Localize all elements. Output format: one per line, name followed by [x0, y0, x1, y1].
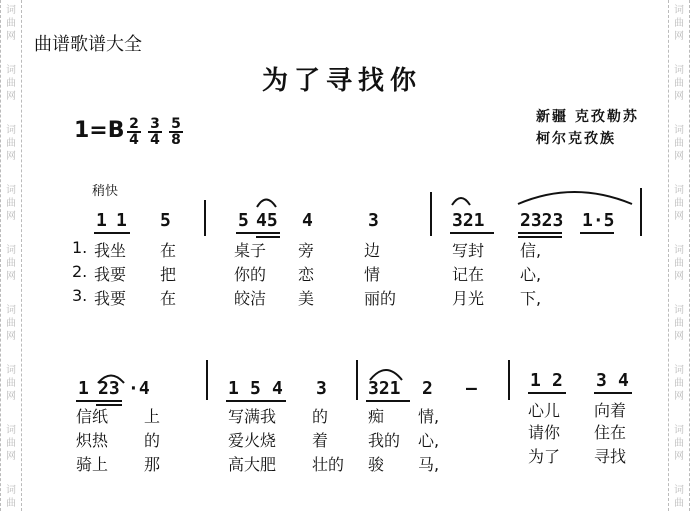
lyric: 马,	[418, 455, 440, 474]
key-signature: 1=B	[74, 118, 125, 143]
watermark-glyph: 词	[674, 245, 684, 256]
note: 2323	[520, 210, 564, 231]
lyric: 写封	[452, 241, 485, 260]
time-signature	[169, 117, 183, 147]
note: 1	[228, 378, 239, 399]
lyric: 心,	[418, 431, 440, 450]
lyric: 着	[312, 431, 329, 450]
note: 3	[316, 378, 327, 399]
time-signature-denominator: 4	[150, 132, 160, 148]
watermark-glyph: 词	[674, 365, 684, 376]
watermark-glyph: 曲	[674, 18, 684, 29]
lyric: 信,	[520, 241, 542, 260]
note: 321	[452, 210, 485, 231]
lyric: 请你	[528, 423, 561, 442]
barline	[206, 360, 208, 400]
time-signature-denominator: 8	[171, 132, 181, 148]
time-signature-numerator: 2	[127, 117, 141, 133]
lyric: 恋	[298, 265, 315, 284]
note: 2	[552, 370, 563, 391]
song-title: 为了寻找你	[262, 66, 423, 96]
watermark-glyph: 曲	[6, 318, 16, 329]
lyric: 情,	[418, 407, 440, 426]
watermark-glyph: 曲	[674, 318, 684, 329]
lyric: 旁	[298, 241, 315, 260]
barline	[430, 192, 432, 236]
watermark-glyph: 词	[674, 65, 684, 76]
watermark-glyph: 词	[6, 245, 16, 256]
verse-number: 1.	[72, 238, 88, 257]
watermark-glyph: 网	[6, 451, 16, 462]
note: 1·5	[582, 210, 615, 231]
lyric: 心儿	[528, 401, 561, 420]
lyric: 我要	[94, 265, 127, 284]
watermark-glyph: 网	[6, 91, 16, 102]
watermark-glyph: 曲	[6, 198, 16, 209]
watermark-glyph: 曲	[6, 18, 16, 29]
watermark-glyph: 网	[6, 271, 16, 282]
barline	[356, 360, 358, 400]
note-underline	[518, 232, 562, 234]
note: 1	[78, 378, 89, 399]
lyric: 心,	[520, 265, 542, 284]
watermark-glyph: 网	[674, 271, 684, 282]
note: 3	[596, 370, 607, 391]
note-underline	[580, 232, 614, 234]
site-label: 曲谱歌谱大全	[34, 34, 142, 55]
note-underline	[366, 400, 410, 402]
note: 5	[250, 378, 261, 399]
lyric: 的	[144, 431, 161, 450]
watermark-glyph: 曲	[6, 258, 16, 269]
lyric: 痴	[368, 407, 385, 426]
watermark-glyph: 词	[6, 5, 16, 16]
note: –	[466, 378, 477, 399]
note: 5	[238, 210, 249, 231]
time-signature-numerator: 3	[148, 117, 162, 133]
lyric: 月光	[452, 289, 485, 308]
lyric: 记在	[452, 265, 485, 284]
lyric: 皎洁	[234, 289, 267, 308]
watermark-glyph: 网	[674, 391, 684, 402]
lyric: 在	[160, 289, 177, 308]
watermark-glyph: 词	[6, 425, 16, 436]
lyric: 寻找	[594, 447, 627, 466]
watermark-glyph: 曲	[6, 498, 16, 509]
watermark-glyph: 曲	[674, 498, 684, 509]
credit-ethnicity: 柯尔克孜族	[536, 131, 616, 147]
lyric: 高大肥	[228, 455, 277, 474]
watermark-glyph: 词	[6, 65, 16, 76]
watermark-glyph: 曲	[674, 78, 684, 89]
note-underline	[594, 392, 632, 394]
note: 4	[618, 370, 629, 391]
note: 4	[272, 378, 283, 399]
watermark-glyph: 曲	[674, 198, 684, 209]
watermark-glyph: 词	[6, 305, 16, 316]
watermark-glyph: 网	[674, 451, 684, 462]
slur	[452, 198, 470, 205]
time-signature-numerator: 5	[169, 117, 183, 133]
lyric: 爱火烧	[228, 431, 277, 450]
watermark-glyph: 曲	[6, 138, 16, 149]
note: 1	[530, 370, 541, 391]
watermark-glyph: 曲	[6, 378, 16, 389]
lyric: 丽的	[364, 289, 397, 308]
lyric: 美	[298, 289, 315, 308]
lyric: 壮的	[312, 455, 345, 474]
watermark-glyph: 曲	[674, 258, 684, 269]
watermark-strip-right	[668, 0, 690, 511]
barline	[204, 200, 206, 236]
watermark-glyph: 词	[674, 305, 684, 316]
note-underline	[94, 232, 130, 234]
watermark-glyph: 网	[6, 151, 16, 162]
watermark-glyph: 曲	[674, 138, 684, 149]
note-underline	[528, 392, 566, 394]
lyric: 把	[160, 265, 177, 284]
note: 45	[256, 210, 278, 231]
note: 3	[368, 210, 379, 231]
note: 5	[160, 210, 171, 231]
note: 321	[368, 378, 401, 399]
note: 1	[116, 210, 127, 231]
watermark-glyph: 词	[6, 365, 16, 376]
watermark-glyph: 曲	[674, 438, 684, 449]
note-underline	[76, 400, 122, 402]
lyric: 炽热	[76, 431, 109, 450]
note: 2	[422, 378, 433, 399]
watermark-glyph: 网	[6, 31, 16, 42]
credit-region: 新疆 克孜勒苏	[536, 109, 639, 125]
watermark-glyph: 词	[674, 185, 684, 196]
watermark-glyph: 网	[674, 211, 684, 222]
watermark-glyph: 词	[674, 125, 684, 136]
watermark-glyph: 词	[6, 185, 16, 196]
note: 4	[302, 210, 313, 231]
watermark-glyph: 词	[674, 485, 684, 496]
watermark-glyph: 网	[674, 31, 684, 42]
time-signature	[148, 117, 162, 147]
lyric: 那	[144, 455, 161, 474]
lyric: 为了	[528, 447, 561, 466]
lyric: 下,	[520, 289, 542, 308]
lyric: 骑上	[76, 455, 109, 474]
lyric: 在	[160, 241, 177, 260]
lyric: 的	[312, 407, 329, 426]
lyric: 骏	[368, 455, 385, 474]
watermark-glyph: 词	[6, 125, 16, 136]
verse-number: 2.	[72, 262, 88, 281]
watermark-glyph: 网	[6, 331, 16, 342]
watermark-glyph: 词	[6, 485, 16, 496]
verse-number: 3.	[72, 286, 88, 305]
watermark-glyph: 网	[6, 211, 16, 222]
time-signature	[127, 117, 141, 147]
note: 23	[98, 378, 120, 399]
lyric: 我坐	[94, 241, 127, 260]
watermark-glyph: 网	[6, 391, 16, 402]
lyric: 向着	[594, 401, 627, 420]
time-signature-denominator: 4	[129, 132, 139, 148]
note-underline	[450, 232, 494, 234]
barline	[508, 360, 510, 400]
watermark-glyph: 网	[674, 151, 684, 162]
lyric: 边	[364, 241, 381, 260]
slur	[257, 200, 276, 208]
note: 1	[96, 210, 107, 231]
tempo-marking: 稍快	[92, 184, 119, 199]
watermark-glyph: 词	[674, 425, 684, 436]
lyric: 信纸	[76, 407, 109, 426]
slur	[518, 192, 632, 204]
lyric: 上	[144, 407, 161, 426]
watermark-glyph: 曲	[674, 378, 684, 389]
lyric: 情	[364, 265, 381, 284]
lyric: 你的	[234, 265, 267, 284]
lyric: 写满我	[228, 407, 277, 426]
lyric: 桌子	[234, 241, 267, 260]
watermark-strip-left	[0, 0, 22, 511]
note-underline	[236, 232, 280, 234]
note: ·4	[128, 378, 150, 399]
watermark-glyph: 曲	[6, 438, 16, 449]
watermark-glyph: 网	[674, 331, 684, 342]
lyric: 住在	[594, 423, 627, 442]
watermark-glyph: 词	[674, 5, 684, 16]
note-underline	[226, 400, 286, 402]
lyric: 我的	[368, 431, 401, 450]
watermark-glyph: 网	[674, 91, 684, 102]
watermark-glyph: 曲	[6, 78, 16, 89]
barline	[640, 188, 642, 236]
lyric: 我要	[94, 289, 127, 308]
